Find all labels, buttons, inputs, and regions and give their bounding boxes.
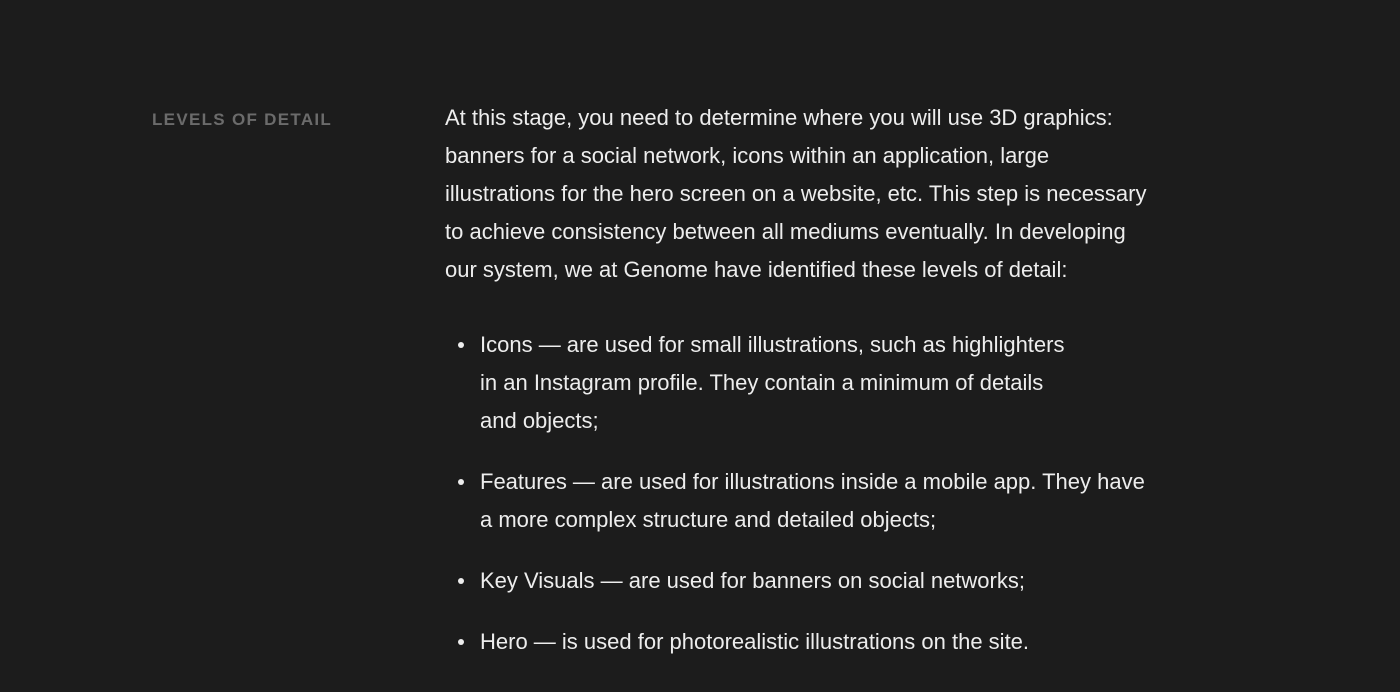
bullet-icon bbox=[458, 639, 464, 645]
list-item-icons bbox=[445, 326, 1245, 440]
intro-line: our system, we at Genome have identified these levels of detail: bbox=[445, 257, 1068, 282]
list-item-line: a more complex structure and detailed objects; bbox=[480, 507, 937, 532]
section-label: LEVELS OF DETAIL bbox=[152, 110, 333, 129]
levels-list bbox=[445, 326, 1245, 661]
intro-line: banners for a social network, icons within an application, large bbox=[445, 143, 1050, 168]
bullet-icon bbox=[458, 342, 464, 348]
list-item-features bbox=[445, 463, 1245, 539]
list-item-hero bbox=[445, 623, 1245, 661]
list-item-line: Key Visuals — are used for banners on social networks; bbox=[480, 568, 1025, 593]
intro-paragraph bbox=[445, 99, 1245, 289]
list-item-line: in an Instagram profile. They contain a minimum of details bbox=[480, 370, 1044, 395]
article-content bbox=[445, 99, 1245, 654]
list-item-key-visuals bbox=[445, 562, 1245, 600]
intro-line: At this stage, you need to determine where you will use 3D graphics: bbox=[445, 105, 1113, 130]
list-item-line: Icons — are used for small illustrations, such as highlighters bbox=[480, 332, 1065, 357]
list-item-line: Hero — is used for photorealistic illustrations on the site. bbox=[480, 629, 1030, 654]
intro-line: illustrations for the hero screen on a website, etc. This step is necessary bbox=[445, 181, 1147, 206]
intro-line: to achieve consistency between all mediums eventually. In developing bbox=[445, 219, 1126, 244]
list-item-line: Features — are used for illustrations inside a mobile app. They have bbox=[480, 469, 1145, 494]
bullet-icon bbox=[458, 578, 464, 584]
list-item-line: and objects; bbox=[480, 408, 599, 433]
bullet-icon bbox=[458, 479, 464, 485]
